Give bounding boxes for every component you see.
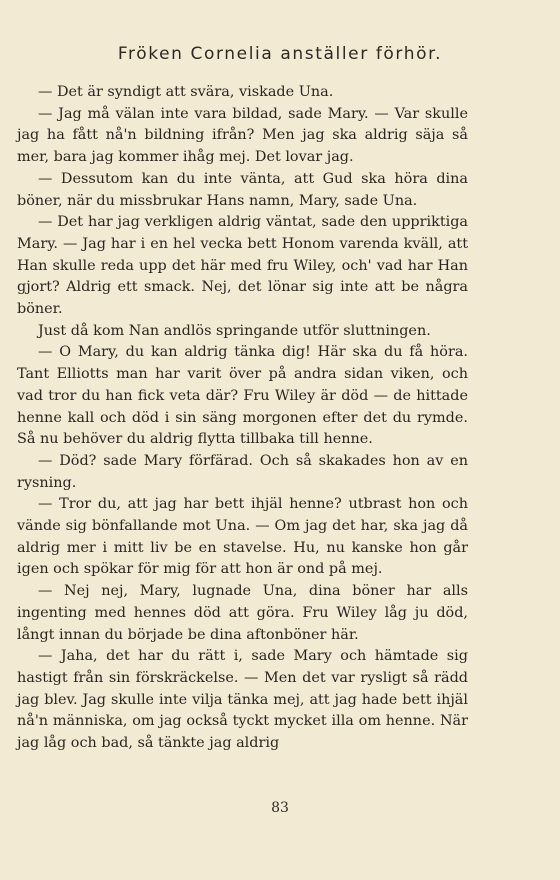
paragraph: — Jaha, det har du rätt i, sade Mary och hämtade sig hastigt från sin förskräckelse. — Men det var rysligt så rädd jag blev. Jag skulle inte vilja tänka mej, att jag hade bett ihjäl nå'n människa, om jag också tyckt mycket illa om henne. När jag låg och bad, så tänkte jag aldrig: [17, 648, 468, 752]
paragraph: — Det har jag verkligen aldrig väntat, sade den uppriktiga Mary. — Jag har i en hel vecka bett Honom varenda kväll, att Han skulle reda upp det här med fru Wiley, och' vad har Han gjort? Aldrig ett smack. Nej, det lönar sig inte att be några böner.: [17, 214, 468, 318]
paragraph: — Tror du, att jag har bett ihjäl henne? utbrast hon och vände sig bönfallande mot Una. — Om jag det har, ska jag då aldrig mer i mitt liv be en stavelse. Hu, nu kanske hon går igen och spökar för mig för att hon är ond på mej.: [17, 496, 468, 578]
page-number: 83: [271, 800, 289, 816]
paragraph: — Jag må välan inte vara bildad, sade Mary. — Var skulle jag ha fått nå'n bildning ifrån? Men jag ska aldrig säja så mer, bara jag kommer ihåg mej. Det lovar jag.: [17, 105, 468, 166]
running-head: Fröken Cornelia anställer förhör.: [117, 44, 443, 64]
paragraph: — O Mary, du kan aldrig tänka dig! Här ska du få höra. Tant Elliotts man har varit över på andra sidan viken, och vad tror du han fick veta där? Fru Wiley är död — de hittade henne kall och död i sin säng morgonen efter det du rymde. Så nu behöver du aldrig flytta tillbaka till henne.: [17, 344, 468, 448]
paragraph: Just då kom Nan andlös springande utför sluttningen.: [38, 322, 431, 339]
body-text: [17, 82, 468, 755]
paragraph: — Dessutom kan du inte vänta, att Gud ska höra dina böner, när du missbrukar Hans namn, Mary, sade Una.: [17, 170, 468, 209]
paragraph: — Nej nej, Mary, lugnade Una, dina böner har alls ingenting med hennes död att göra. Fru Wiley låg ju död, långt innan du började be dina aftonböner här.: [17, 583, 468, 643]
paragraph: — Det är syndigt att svära, viskade Una.: [38, 84, 334, 100]
paragraph: — Död? sade Mary förfärad. Och så skakades hon av en rysning.: [17, 452, 468, 491]
